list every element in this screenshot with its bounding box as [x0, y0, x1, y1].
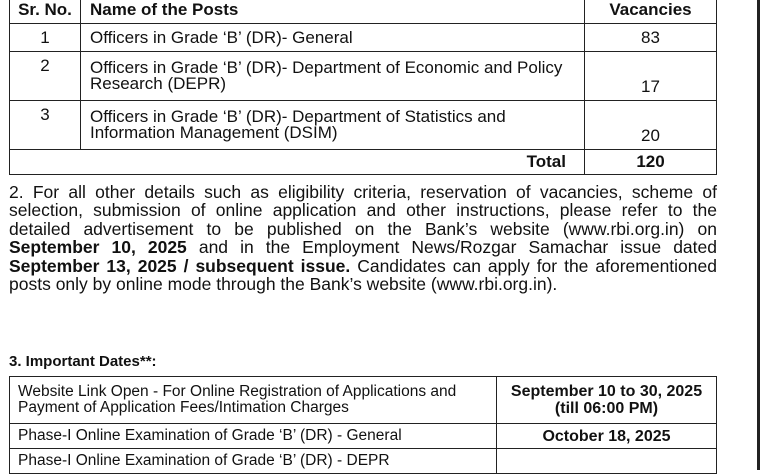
- event-description: Phase-I Online Examination of Grade ‘B’ (DR) - DEPR: [10, 449, 497, 474]
- event-date: October 18, 2025: [497, 424, 717, 449]
- table-row: [10, 377, 717, 424]
- table-row: [10, 24, 717, 52]
- header-post-name: Name of the Posts: [81, 0, 585, 24]
- table-row: [10, 424, 717, 449]
- total-label: Total: [10, 150, 585, 175]
- post-name: Officers in Grade ‘B’ (DR)- Department of Economic and Policy Research (DEPR): [81, 52, 585, 101]
- row-number: 1: [10, 24, 81, 52]
- paragraph-text: Candidates can apply for the aforementioned posts only by online mode through the Bank’s website (www.rbi.org.in).: [9, 255, 717, 295]
- row-number: 3: [10, 101, 81, 150]
- post-name: Officers in Grade ‘B’ (DR)- General: [81, 24, 585, 52]
- header-vacancies: Vacancies: [585, 0, 717, 24]
- vacancies-table: [9, 0, 717, 175]
- publish-date: September 10, 2025: [9, 237, 187, 258]
- page-edge-rule: [757, 0, 760, 470]
- total-value: 120: [585, 150, 717, 175]
- issue-date: September 13, 2025 / subsequent issue.: [9, 255, 351, 276]
- table-row: [10, 52, 717, 101]
- table-header-row: [10, 0, 717, 24]
- event-description: Phase-I Online Examination of Grade ‘B’ (DR) - General: [10, 424, 497, 449]
- header-sr-no: Sr. No.: [10, 0, 81, 24]
- event-description: Website Link Open - For Online Registration of Applications and Payment of Application Fees/Intimation Charges: [10, 377, 497, 424]
- paragraph-text: and in the Employment News/Rozgar Samachar issue dated: [186, 237, 717, 258]
- details-paragraph: [9, 183, 717, 293]
- event-date: September 10 to 30, 2025 (till 06:00 PM): [497, 377, 717, 424]
- vacancy-count: 20: [585, 101, 717, 150]
- post-name: Officers in Grade ‘B’ (DR)- Department of Statistics and Information Management (DSIM): [81, 101, 585, 150]
- important-dates-heading: 3. Important Dates**:: [9, 353, 157, 370]
- vacancy-count: 17: [585, 52, 717, 101]
- total-row: [10, 150, 717, 175]
- vacancy-count: 83: [585, 24, 717, 52]
- table-row: [10, 101, 717, 150]
- row-number: 2: [10, 52, 81, 101]
- important-dates-table: [9, 376, 717, 474]
- paragraph-text: 2. For all other details such as eligibility criteria, reservation of vacancies, scheme of selection, submission of online application and other instructions, please refer to the detailed advertisement to be published on the Bank’s website (www.rbi.org.in) on: [9, 182, 717, 239]
